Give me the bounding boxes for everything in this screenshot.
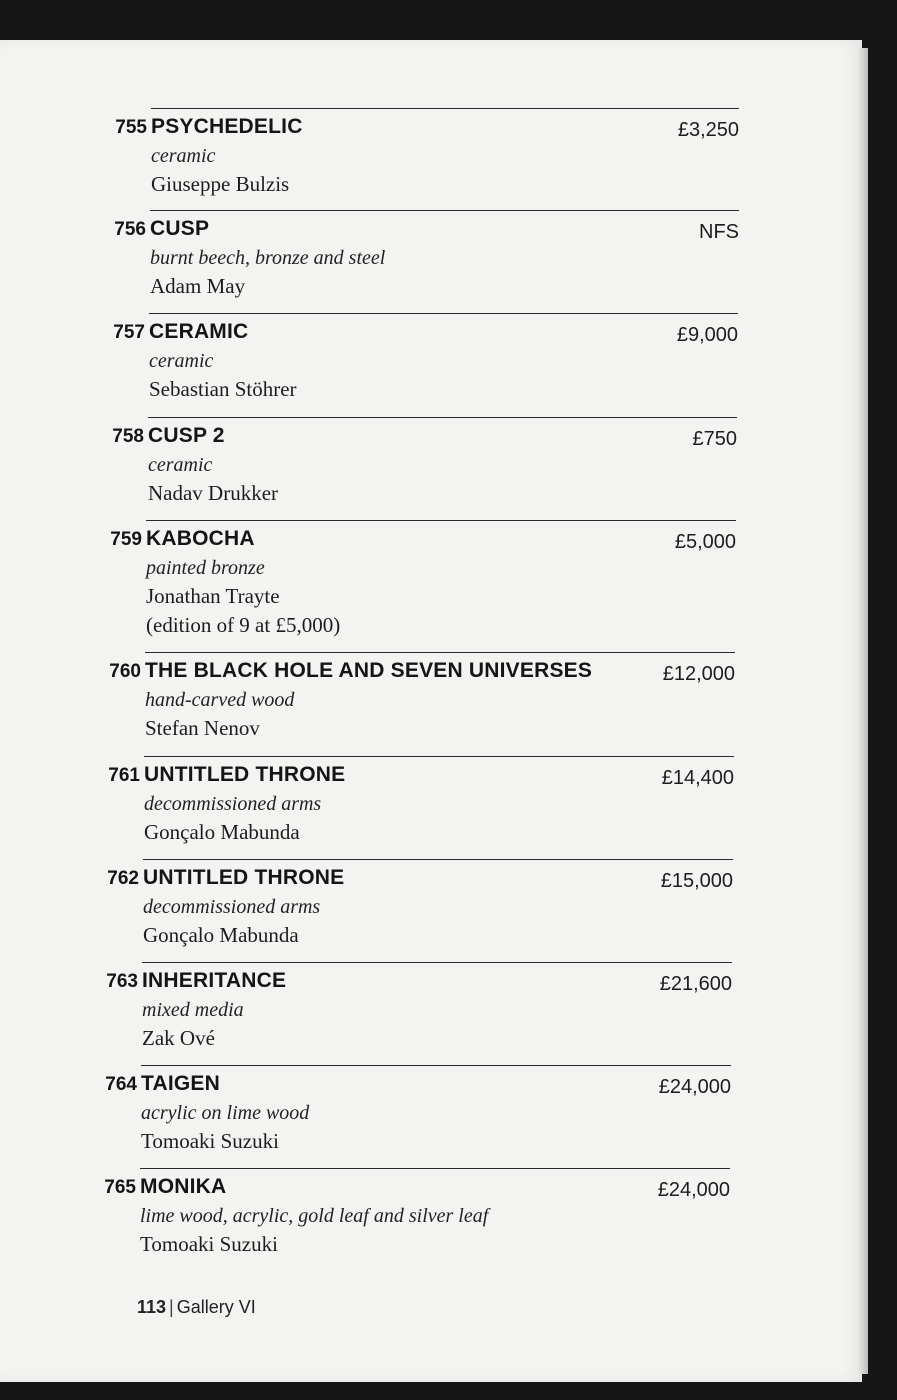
page-edge	[858, 48, 868, 1374]
lot-number: 761	[108, 765, 140, 786]
artwork-medium: burnt beech, bronze and steel	[150, 247, 386, 269]
catalogue-entry	[106, 962, 732, 1063]
catalogue-entry	[108, 756, 734, 857]
artist-name: Gonçalo Mabunda	[144, 820, 300, 844]
lot-number: 763	[106, 971, 138, 992]
artwork-title: CUSP 2	[148, 424, 225, 447]
artwork-medium: ceramic	[149, 350, 214, 372]
artwork-medium: ceramic	[148, 454, 213, 476]
artist-name: Giuseppe Bulzis	[151, 172, 290, 196]
artwork-medium: hand-carved wood	[145, 689, 295, 711]
artwork-price: £15,000	[660, 870, 733, 892]
gallery-section: Gallery VI	[176, 1297, 256, 1317]
artwork-medium: ceramic	[151, 145, 216, 167]
page-number: 113	[137, 1297, 167, 1317]
artwork-price: £24,000	[657, 1179, 730, 1201]
catalogue-entry	[105, 1065, 731, 1166]
artwork-title: INHERITANCE	[142, 969, 287, 992]
lot-number: 755	[115, 117, 147, 138]
edition-note: (edition of 9 at £5,000)	[146, 613, 341, 637]
catalogue-entry	[107, 859, 733, 960]
artwork-title: CERAMIC	[149, 320, 249, 343]
lot-number: 759	[110, 529, 142, 550]
artwork-price: £5,000	[674, 531, 736, 553]
catalogue-entry	[115, 108, 739, 209]
artwork-title: UNTITLED THRONE	[143, 866, 345, 889]
artist-name: Jonathan Trayte	[146, 584, 280, 608]
artwork-title: CUSP	[150, 217, 210, 240]
lot-number: 760	[109, 661, 141, 682]
lot-number: 756	[114, 219, 146, 240]
artist-name: Adam May	[150, 274, 246, 298]
artwork-price: £750	[692, 428, 737, 450]
artist-name: Stefan Nenov	[145, 716, 260, 740]
lot-number: 757	[113, 322, 145, 343]
catalogue-entry	[112, 417, 737, 518]
catalogue-entry	[109, 652, 735, 753]
artwork-price: £21,600	[659, 973, 732, 995]
artwork-title: PSYCHEDELIC	[151, 115, 303, 138]
artwork-price: £14,400	[661, 767, 734, 789]
lot-number: 764	[105, 1074, 137, 1095]
artwork-title: THE BLACK HOLE AND SEVEN UNIVERSES	[145, 659, 593, 682]
footer-separator: |	[169, 1297, 174, 1317]
lot-number: 758	[112, 426, 144, 447]
artwork-price: £9,000	[676, 324, 738, 346]
artwork-title: MONIKA	[140, 1175, 227, 1198]
artwork-price: NFS	[699, 221, 739, 243]
artist-name: Sebastian Stöhrer	[149, 377, 297, 401]
artist-name: Nadav Drukker	[148, 481, 279, 505]
catalogue-entry	[113, 313, 738, 414]
artwork-title: TAIGEN	[141, 1072, 220, 1095]
artist-name: Tomoaki Suzuki	[140, 1232, 278, 1256]
artist-name: Zak Ové	[142, 1026, 215, 1050]
page-footer	[137, 1297, 256, 1318]
artwork-medium: decommissioned arms	[143, 896, 321, 918]
artwork-price: £3,250	[677, 119, 739, 141]
catalogue-entry	[110, 520, 736, 651]
artwork-medium: lime wood, acrylic, gold leaf and silver leaf	[140, 1205, 489, 1227]
artwork-price: £12,000	[662, 663, 735, 685]
lot-number: 765	[104, 1177, 136, 1198]
artist-name: Tomoaki Suzuki	[141, 1129, 279, 1153]
artwork-medium: acrylic on lime wood	[141, 1102, 310, 1124]
artwork-price: £24,000	[658, 1076, 731, 1098]
catalogue-entry	[104, 1168, 730, 1269]
artwork-medium: painted bronze	[146, 557, 265, 579]
artwork-medium: decommissioned arms	[144, 793, 322, 815]
artwork-title: KABOCHA	[146, 527, 255, 550]
artwork-medium: mixed media	[142, 999, 244, 1021]
catalogue-entry	[114, 210, 739, 311]
lot-number: 762	[107, 868, 139, 889]
artist-name: Gonçalo Mabunda	[143, 923, 299, 947]
artwork-title: UNTITLED THRONE	[144, 763, 346, 786]
